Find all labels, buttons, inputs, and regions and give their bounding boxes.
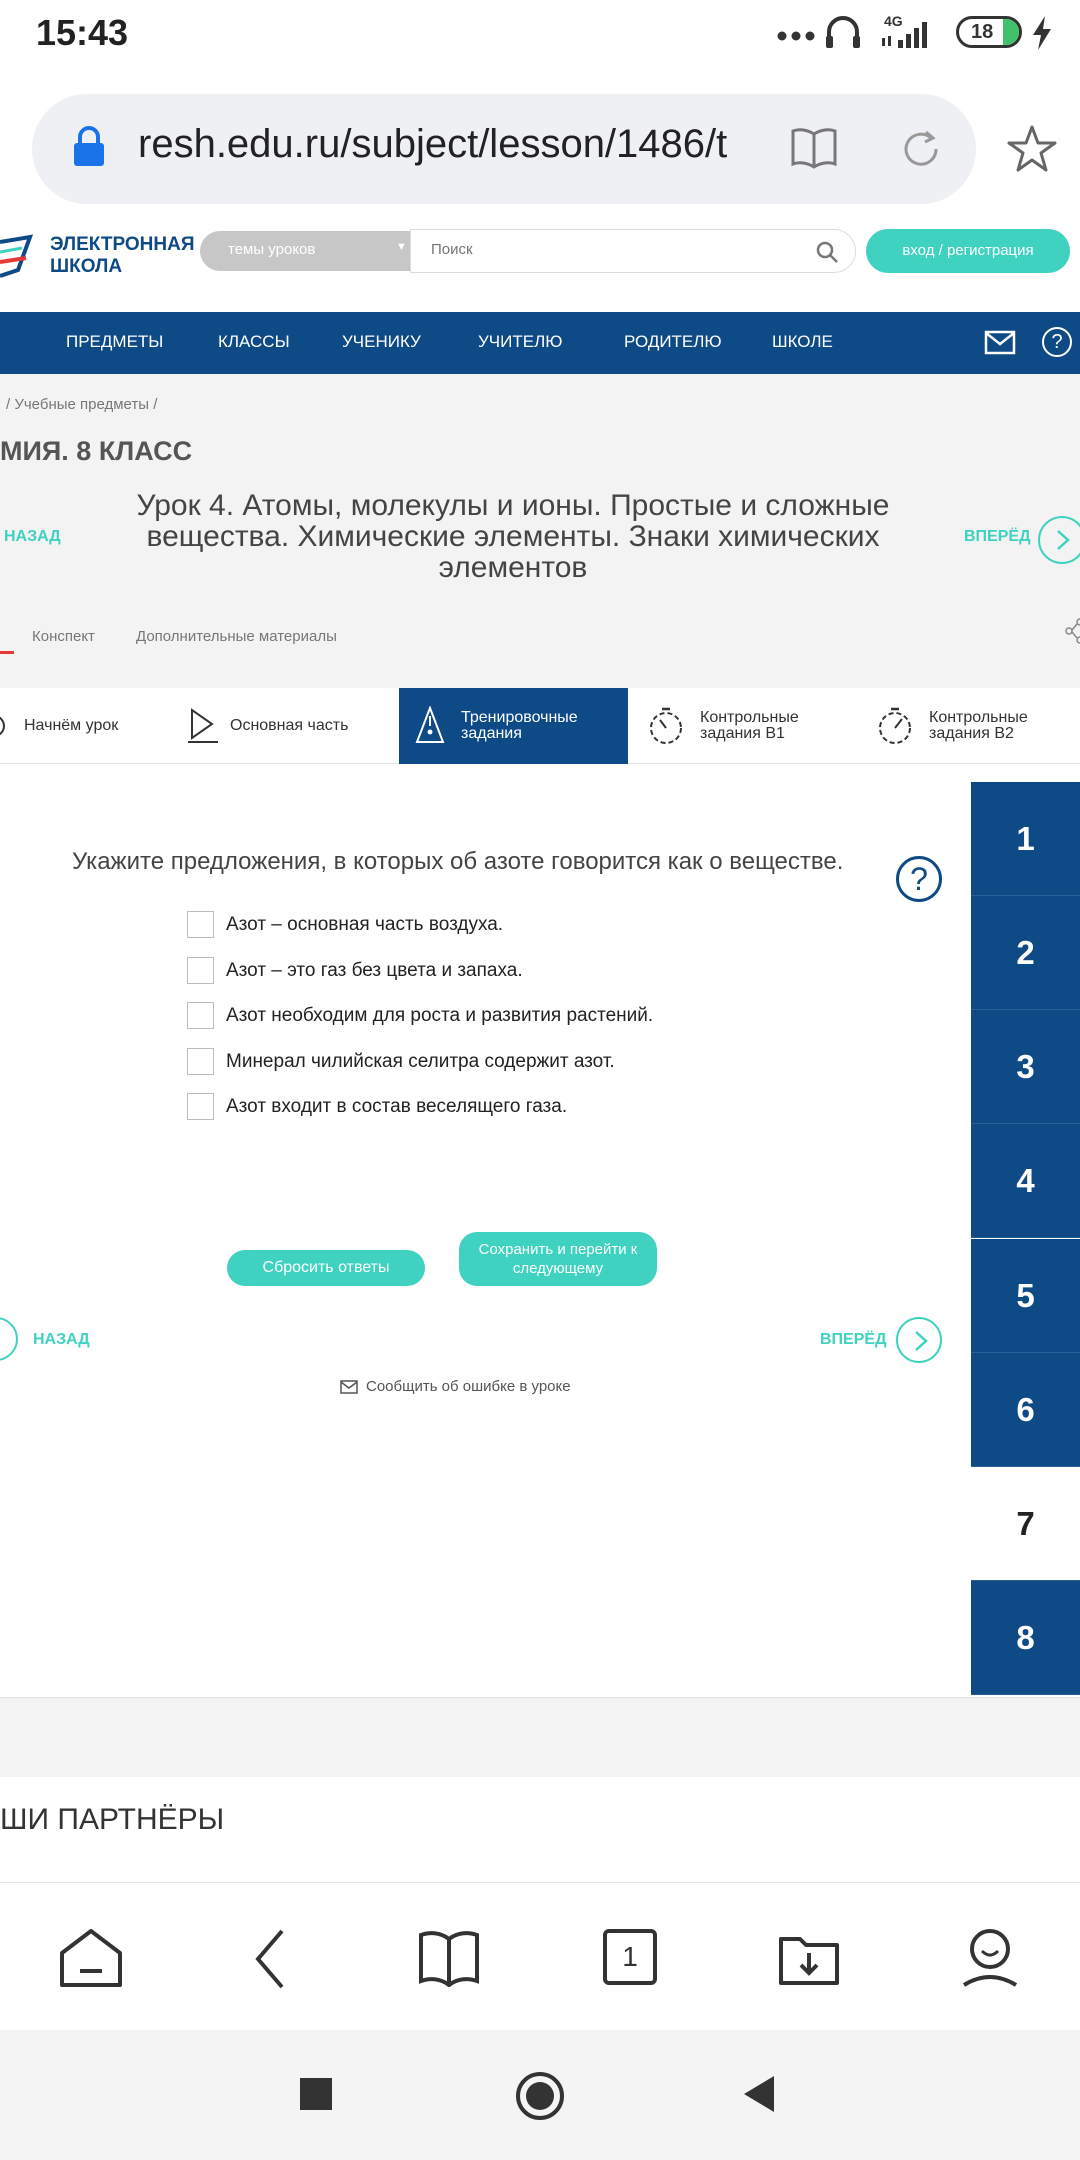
- chevron-down-icon: ▼: [396, 241, 407, 253]
- step-control-b2[interactable]: Контрольные задания В2: [857, 688, 1080, 764]
- chevron-right-icon[interactable]: [1038, 516, 1080, 564]
- option-checkbox[interactable]: [187, 957, 214, 984]
- share-icon[interactable]: [1064, 618, 1080, 644]
- task-number[interactable]: 3: [971, 1010, 1080, 1124]
- back-triangle-icon[interactable]: [742, 2074, 776, 2114]
- back-arrow-icon[interactable]: [250, 1927, 290, 1991]
- logo-line1: ЭЛЕКТРОННАЯ: [50, 234, 195, 255]
- bookmarks-book-icon[interactable]: [418, 1929, 480, 1987]
- search-icon[interactable]: [815, 240, 839, 264]
- task-number-current[interactable]: 7: [971, 1467, 1080, 1581]
- step-control-b1[interactable]: Контрольные задания В1: [628, 688, 857, 764]
- reset-answers-button[interactable]: Сбросить ответы: [227, 1250, 425, 1286]
- tab-additional-materials[interactable]: Дополнительные материалы: [136, 628, 337, 645]
- option-checkbox[interactable]: [187, 1002, 214, 1029]
- battery-icon: [956, 16, 1022, 48]
- stopwatch-icon: [875, 706, 915, 746]
- option-checkbox[interactable]: [187, 1093, 214, 1120]
- battery-level: 18: [971, 21, 994, 43]
- task-number[interactable]: 5: [971, 1239, 1080, 1353]
- main-nav: [0, 312, 1080, 374]
- home-circle-icon[interactable]: [516, 2072, 564, 2120]
- topics-select[interactable]: [200, 231, 412, 271]
- subject-title: МИЯ. 8 КЛАСС: [0, 436, 193, 466]
- mail-icon[interactable]: [984, 330, 1016, 356]
- home-icon[interactable]: [58, 1927, 124, 1991]
- address-bar[interactable]: [32, 94, 976, 204]
- tab-konspekt[interactable]: Конспект: [32, 628, 95, 645]
- reload-icon[interactable]: [900, 128, 942, 170]
- nav-item-student[interactable]: УЧЕНИКУ: [342, 332, 421, 351]
- task-number[interactable]: 2: [971, 896, 1080, 1010]
- option-1[interactable]: Азот – основная часть воздуха.: [187, 910, 887, 940]
- option-checkbox[interactable]: [187, 1048, 214, 1075]
- more-dots-icon: [776, 22, 816, 46]
- status-time: 15:43: [36, 12, 129, 53]
- browser-toolbar: [0, 1882, 1080, 2030]
- url-text[interactable]: resh.edu.ru/subject/lesson/1486/t: [138, 122, 728, 166]
- help-circle-icon[interactable]: ?: [1042, 327, 1072, 357]
- stopwatch-icon: [646, 706, 686, 746]
- envelope-icon: [340, 1380, 358, 1394]
- tabs-count-icon[interactable]: 1: [603, 1929, 657, 1985]
- network-type: 4G: [884, 13, 903, 29]
- section-divider: [0, 1697, 1080, 1777]
- downloads-folder-icon[interactable]: [778, 1929, 840, 1987]
- lesson-steps: [0, 688, 1080, 764]
- option-2[interactable]: Азот – это газ без цвета и запаха.: [187, 956, 887, 986]
- nav-item-parent[interactable]: РОДИТЕЛЮ: [624, 332, 722, 351]
- profile-icon[interactable]: [960, 1927, 1020, 1989]
- task-number-sidebar: [971, 782, 1080, 1697]
- recents-square-icon[interactable]: [300, 2078, 332, 2110]
- bookmark-star-icon[interactable]: [1006, 124, 1058, 174]
- back-link-bottom[interactable]: НАЗАД: [33, 1331, 90, 1348]
- task-question: Укажите предложения, в которых об азоте говорится как о веществе.: [72, 848, 844, 875]
- step-main-part[interactable]: Основная часть: [180, 688, 399, 764]
- signal-icon: [880, 18, 940, 50]
- headphones-icon: [824, 14, 862, 50]
- task-help-icon[interactable]: ?: [896, 856, 942, 902]
- back-link-top[interactable]: НАЗАД: [4, 528, 61, 545]
- nav-item-classes[interactable]: КЛАССЫ: [218, 332, 290, 351]
- back-icon[interactable]: [0, 1927, 40, 1991]
- nav-item-school[interactable]: ШКОЛЕ: [772, 332, 833, 351]
- task-number[interactable]: 6: [971, 1353, 1080, 1467]
- reader-mode-icon[interactable]: [790, 126, 838, 170]
- forward-link-bottom[interactable]: ВПЕРЁД: [820, 1331, 887, 1348]
- breadcrumb[interactable]: / Учебные предметы /: [6, 396, 158, 413]
- task-number[interactable]: 4: [971, 1124, 1080, 1238]
- option-3[interactable]: Азот необходим для роста и развития растений.: [187, 1001, 887, 1031]
- search-box[interactable]: [410, 229, 856, 273]
- step-start-lesson[interactable]: Начнём урок: [0, 688, 180, 764]
- task-number[interactable]: 1: [971, 782, 1080, 896]
- option-4[interactable]: Минерал чилийская селитра содержит азот.: [187, 1047, 887, 1077]
- lesson-title: Урок 4. Атомы, молекулы и ионы. Простые и сложные вещества. Химические элементы. Знаки химических элементов: [136, 489, 890, 584]
- logo-text[interactable]: [50, 234, 195, 278]
- report-error-link[interactable]: Сообщить об ошибке в уроке: [366, 1378, 571, 1395]
- search-input[interactable]: [429, 240, 789, 259]
- nav-item-teacher[interactable]: УЧИТЕЛЮ: [478, 332, 563, 351]
- topics-select-value: темы уроков: [228, 241, 316, 258]
- charging-icon: [1030, 16, 1054, 50]
- logo-line2: ШКОЛА: [50, 256, 123, 277]
- system-nav-bar: [0, 2030, 1080, 2160]
- save-next-button[interactable]: Сохранить и перейти к следующему: [459, 1232, 657, 1286]
- option-checkbox[interactable]: [187, 911, 214, 938]
- option-5[interactable]: Азот входит в состав веселящего газа.: [187, 1092, 887, 1122]
- start-icon: [0, 712, 12, 740]
- active-tab-indicator: [0, 651, 14, 654]
- lock-icon: [72, 124, 106, 168]
- partners-title: ШИ ПАРТНЁРЫ: [0, 1803, 225, 1836]
- play-icon: [188, 708, 218, 746]
- training-icon: [415, 706, 445, 746]
- forward-link-top[interactable]: ВПЕРЁД: [964, 528, 1031, 545]
- chevron-right-icon[interactable]: [896, 1317, 942, 1363]
- login-button[interactable]: вход / регистрация: [866, 229, 1070, 273]
- status-bar: [0, 0, 1080, 70]
- task-number[interactable]: 8: [971, 1581, 1080, 1695]
- school-logo-icon[interactable]: [0, 232, 40, 282]
- nav-item-subjects[interactable]: ПРЕДМЕТЫ: [66, 332, 164, 351]
- step-training-tasks[interactable]: Тренировочные задания: [399, 688, 628, 764]
